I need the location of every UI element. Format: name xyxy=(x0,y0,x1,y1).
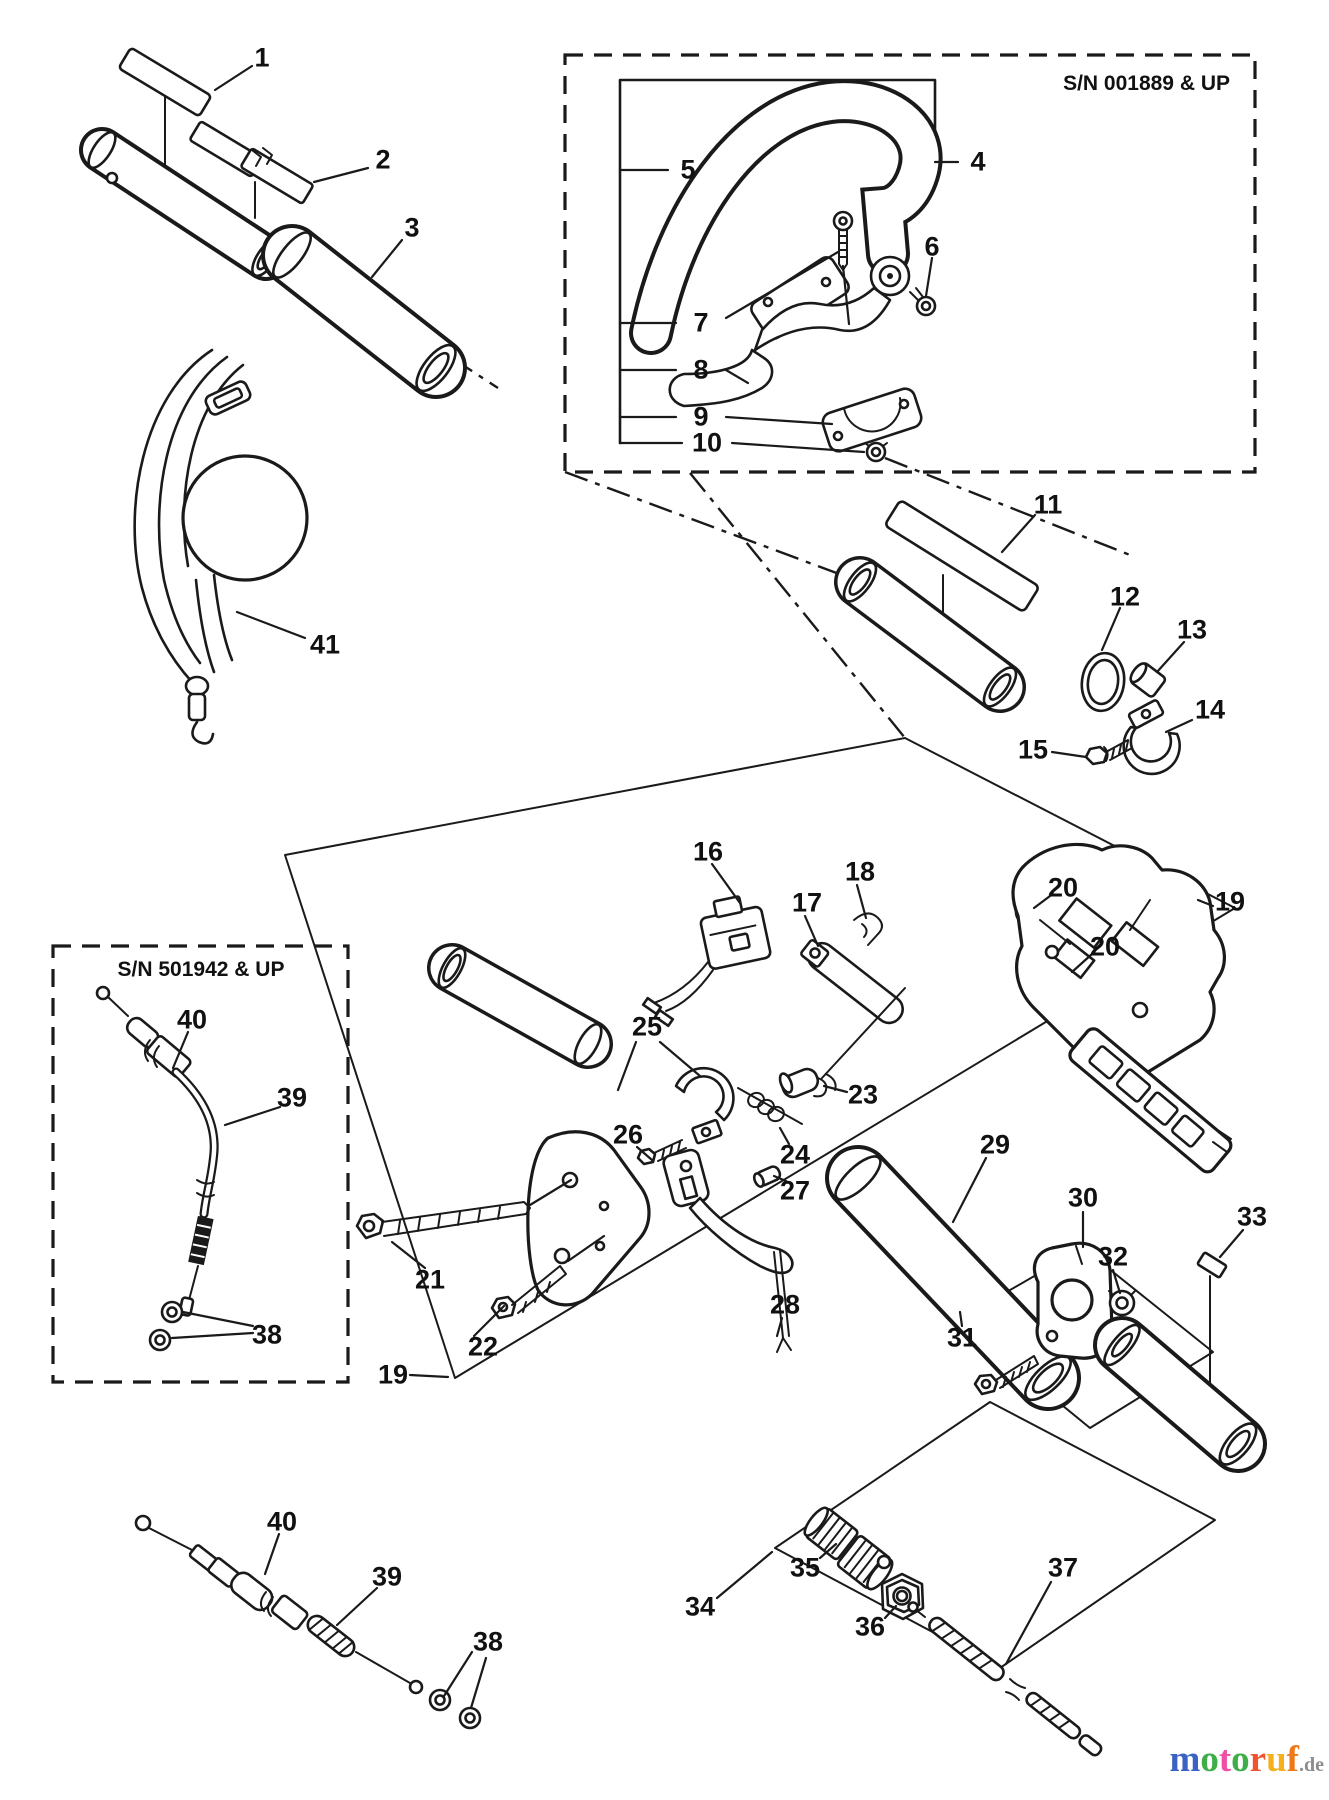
watermark-suffix: .de xyxy=(1299,1754,1324,1776)
part-label-13: 13 xyxy=(1176,614,1208,645)
part-label-26: 26 xyxy=(612,1119,644,1150)
flex-shaft-37 xyxy=(909,1603,1104,1758)
part-label-32: 32 xyxy=(1097,1241,1129,1272)
watermark-letter: f xyxy=(1286,1739,1299,1780)
part-label-1: 1 xyxy=(254,42,270,73)
part-label-37: 37 xyxy=(1047,1552,1079,1583)
part-label-12: 12 xyxy=(1109,581,1141,612)
watermark-letter: u xyxy=(1266,1739,1287,1780)
part-label-19: 19 xyxy=(377,1359,409,1390)
part-label-35: 35 xyxy=(789,1552,821,1583)
serial-box1-title: S/N 001889 & UP xyxy=(1063,72,1230,95)
part-label-39: 39 xyxy=(276,1082,308,1113)
coupler-nut-36 xyxy=(882,1574,923,1619)
part-label-29: 29 xyxy=(979,1129,1011,1160)
part-label-22: 22 xyxy=(467,1331,499,1362)
shoulder-strap-41 xyxy=(135,350,307,743)
part-label-6: 6 xyxy=(924,231,940,262)
part-label-4: 4 xyxy=(970,146,986,177)
decal-33 xyxy=(1197,1252,1226,1388)
part-label-34: 34 xyxy=(684,1591,716,1622)
part-label-30: 30 xyxy=(1067,1182,1099,1213)
cable-assembly-box2 xyxy=(97,987,214,1350)
part-label-17: 17 xyxy=(791,887,823,918)
screw-7 xyxy=(834,212,852,270)
part-label-11: 11 xyxy=(1033,489,1063,520)
part-label-40: 40 xyxy=(176,1004,208,1035)
part-label-24: 24 xyxy=(779,1139,811,1170)
watermark-logo xyxy=(1128,1740,1324,1781)
switch-16 xyxy=(643,892,771,1026)
grip-tube-3 xyxy=(267,227,462,397)
watermark-letter: o xyxy=(1200,1739,1219,1780)
part-label-28: 28 xyxy=(769,1289,801,1320)
hook-8 xyxy=(670,350,772,406)
trigger-17 xyxy=(800,938,908,1028)
part-label-18: 18 xyxy=(844,856,876,887)
part-label-7: 7 xyxy=(693,307,709,338)
part-label-38: 38 xyxy=(472,1626,504,1657)
part-label-8: 8 xyxy=(693,354,709,385)
screw-6 xyxy=(910,288,935,315)
clip-18 xyxy=(854,913,882,945)
decal-2 xyxy=(189,121,313,204)
housing-19 xyxy=(1013,844,1234,1175)
part-label-20: 20 xyxy=(1089,931,1121,962)
part-label-23: 23 xyxy=(847,1079,879,1110)
serial-box2-title: S/N 501942 & UP xyxy=(117,958,285,981)
nut-10 xyxy=(865,443,887,461)
part-label-21: 21 xyxy=(414,1264,446,1295)
watermark-letter: r xyxy=(1249,1739,1267,1780)
watermark-letter: m xyxy=(1169,1739,1201,1780)
part-label-39: 39 xyxy=(371,1561,403,1592)
clamp-14 xyxy=(1124,699,1180,773)
part-label-25: 25 xyxy=(631,1011,663,1042)
part-label-14: 14 xyxy=(1194,694,1226,725)
watermark-word xyxy=(1170,1739,1300,1780)
main-pipe xyxy=(84,96,285,280)
part-label-10: 10 xyxy=(691,427,723,458)
part-label-33: 33 xyxy=(1236,1201,1268,1232)
tube-rear xyxy=(1099,1320,1262,1470)
part-label-3: 3 xyxy=(404,212,420,243)
part-label-36: 36 xyxy=(854,1611,886,1642)
part-label-15: 15 xyxy=(1017,734,1049,765)
part-label-16: 16 xyxy=(692,836,724,867)
part-label-27: 27 xyxy=(779,1175,811,1206)
o-ring-12 xyxy=(1078,650,1128,713)
tube-mid xyxy=(433,944,606,1067)
bushing-13 xyxy=(1127,660,1166,698)
part-label-19: 19 xyxy=(1214,886,1246,917)
part-label-38: 38 xyxy=(251,1319,283,1350)
part-label-2: 2 xyxy=(375,144,391,175)
part-label-41: 41 xyxy=(309,629,341,660)
part-label-40: 40 xyxy=(266,1506,298,1537)
bracket-7 xyxy=(748,254,909,350)
watermark-letter: t xyxy=(1218,1739,1232,1780)
backplate xyxy=(528,1132,649,1305)
part-label-31: 31 xyxy=(946,1322,978,1353)
part-label-5: 5 xyxy=(680,154,696,185)
watermark-letter: o xyxy=(1231,1739,1250,1780)
clamp-25 xyxy=(676,1068,733,1143)
nut-32 xyxy=(1109,1291,1135,1315)
part-label-9: 9 xyxy=(693,401,709,432)
cable-assembly-bottom xyxy=(136,1516,480,1728)
part-label-20: 20 xyxy=(1047,872,1079,903)
